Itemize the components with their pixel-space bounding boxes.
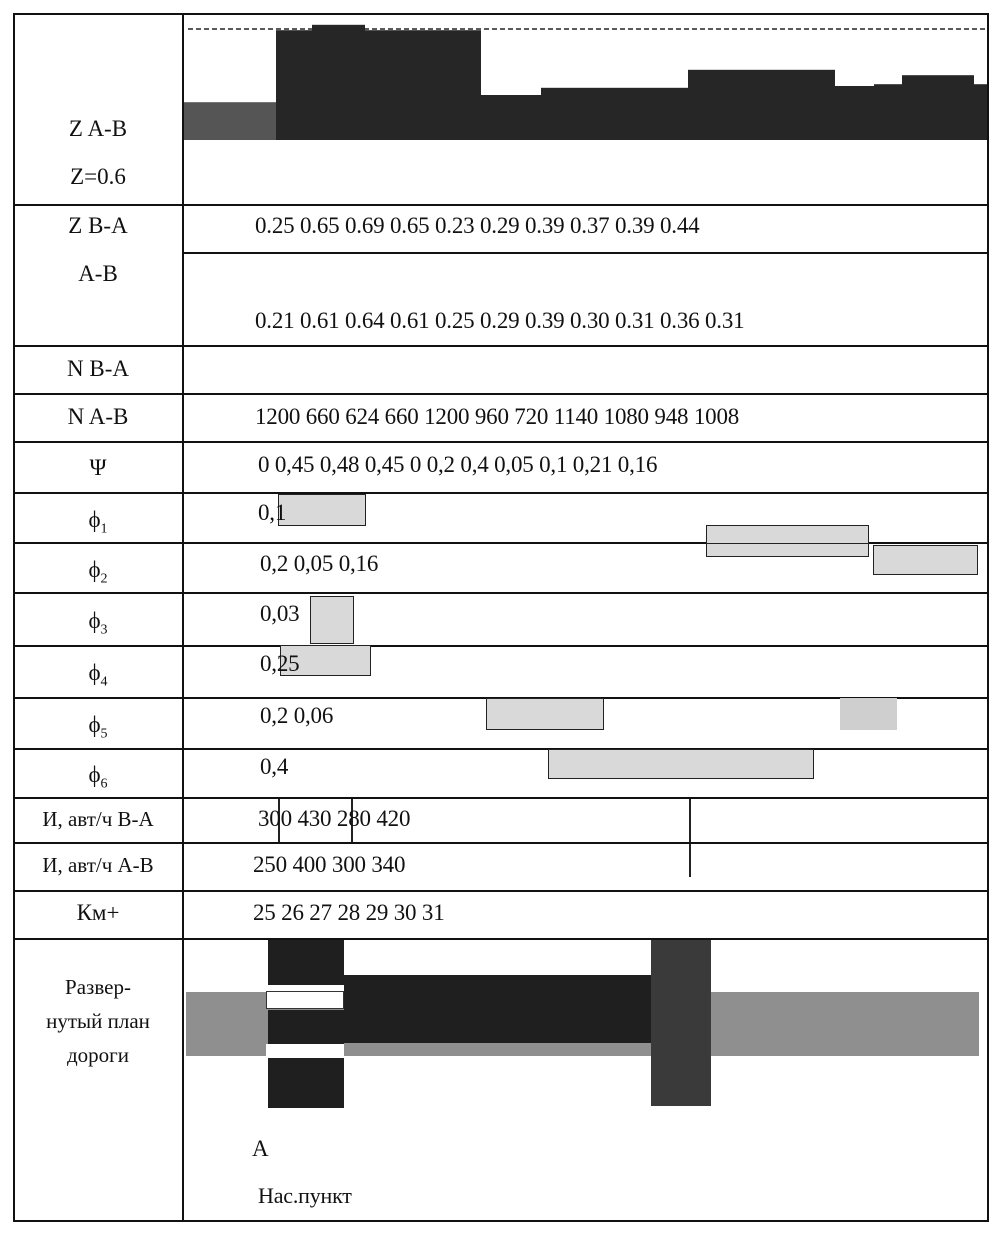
phi5-values: 0,2 0,06 [260,703,334,728]
phi1-label: $\phi_1$ [88,507,108,537]
intersection-block [268,1058,344,1108]
intensity-marker [689,799,691,842]
phi1-segment [278,494,366,526]
road-plan-label-line: дороги [66,1043,130,1067]
row-separator [13,645,989,647]
label-column-divider [182,13,184,1222]
road-plan-label-line: Развер- [65,975,131,999]
phi6-value: 0,4 [260,754,289,779]
settlement-label: Нас.пункт [258,1183,352,1208]
z-bar [902,75,974,140]
z-ab-values: 0.21 0.61 0.64 0.61 0.25 0.29 0.39 0.30 0.31 0.36 0.31 [255,308,745,333]
row-separator [13,938,989,940]
phi5-segment [840,698,897,730]
intersection-block [268,1010,344,1044]
phi5-label: $\phi_5$ [88,712,108,742]
z-bar [974,84,987,140]
z-bar [688,70,835,140]
z-bar [835,86,874,140]
z-ba-values: 0.25 0.65 0.69 0.65 0.23 0.29 0.39 0.37 0.39 0.44 [255,213,700,238]
row-separator [13,393,989,395]
phi1-value: 0,1 [258,500,287,525]
phi5-segment [486,698,604,730]
z-ab-label: Z A-B [68,116,128,141]
row-separator [13,842,989,844]
km-values: 25 26 27 28 29 30 31 [253,900,445,925]
z-bar [184,102,276,140]
z-bar [276,30,312,140]
phi4-label: $\phi_4$ [88,660,108,690]
z-bar [365,30,481,140]
n-ab-label: N A-B [67,404,129,429]
phi2-values: 0,2 0,05 0,16 [260,551,379,576]
psi-label: Ψ [89,455,107,480]
settlement-block [651,940,711,1106]
z-ab-bar-chart [184,15,987,145]
z-bar [874,84,902,140]
road-gap [266,1044,344,1058]
row-separator [13,441,989,443]
phi1-segment [706,525,869,544]
phi4-value: 0,25 [260,651,300,676]
row-separator [13,890,989,892]
intensity-marker [689,844,691,877]
road-gap [266,991,344,1009]
intensity-ab-label: И, авт/ч А-В [42,853,154,877]
intersection-block [268,940,344,985]
row-separator [13,345,989,347]
row-separator [13,748,989,750]
row-separator [13,492,989,494]
z-threshold-label: Z=0.6 [70,164,126,189]
intensity-ba-label: И, авт/ч В-А [42,807,154,831]
ab-label: A-B [78,261,118,286]
road-plan-label-line: нутый план [46,1009,150,1033]
phi3-value: 0,03 [260,601,300,626]
km-label: Км+ [76,900,120,925]
phi2-label: $\phi_2$ [88,557,108,587]
phi6-label: $\phi_6$ [88,762,108,792]
phi2-segment [873,545,978,575]
road-plan-label [15,970,181,1072]
phi6-segment [548,749,814,779]
z-ba-label: Z B-A [68,213,128,238]
intensity-ba-values: 300 430 280 420 [258,806,411,831]
row-separator [183,252,989,254]
road-section [344,975,654,1043]
z-bar [481,95,541,140]
z-bar [541,88,688,140]
n-ba-label: N B-A [67,356,129,381]
row-separator [13,204,989,206]
phi3-label: $\phi_3$ [88,608,108,638]
phi2-segment [706,543,869,557]
n-ab-values: 1200 660 624 660 1200 960 720 1140 1080 948 1008 [255,404,740,429]
intensity-ab-values: 250 400 300 340 [253,852,406,877]
z-bar [312,25,365,140]
psi-values: 0 0,45 0,48 0,45 0 0,2 0,4 0,05 0,1 0,21 0,16 [258,452,658,477]
phi3-segment [310,596,354,644]
point-a-label: А [252,1136,269,1161]
